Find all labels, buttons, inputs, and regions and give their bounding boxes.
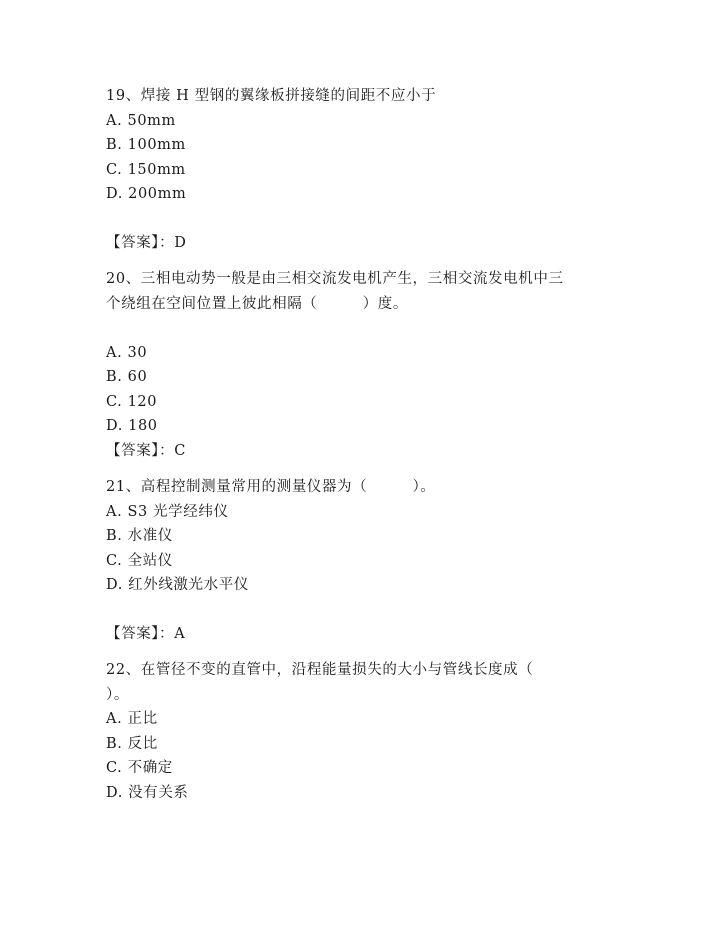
question-19-option-d: D. 200mm [106, 186, 187, 202]
question-21-option-b: B. 水准仪 [106, 528, 173, 544]
question-22-option-a: A. 正比 [106, 711, 158, 727]
question-21-option-c: C. 全站仪 [106, 553, 173, 569]
question-20-option-c: C. 120 [106, 394, 158, 410]
question-22-option-b: B. 反比 [106, 736, 158, 752]
question-19-option-c: C. 150mm [106, 162, 186, 178]
question-22-option-d: D. 没有关系 [106, 785, 189, 801]
question-20-stem-line-1: 20、三相电动势一般是由三相交流发电机产生，三相交流发电机中三 [106, 271, 564, 287]
question-20-stem-line-2: 个绕组在空间位置上彼此相隔（ ）度。 [106, 296, 408, 312]
question-22-stem-line-2: ）。 [106, 687, 129, 703]
question-21-answer: 【答案】：A [106, 626, 186, 642]
question-21-stem: 21、高程控制测量常用的测量仪器为（ ）。 [106, 479, 436, 495]
question-19-option-b: B. 100mm [106, 137, 186, 153]
question-20-option-a: A. 30 [106, 345, 148, 361]
question-20-answer: 【答案】：C [106, 443, 186, 459]
question-21-option-d: D. 红外线激光水平仪 [106, 577, 249, 593]
question-20-option-b: B. 60 [106, 369, 148, 385]
question-22-option-c: C. 不确定 [106, 760, 173, 776]
question-20-option-d: D. 180 [106, 418, 158, 434]
question-22-stem-line-1: 22、在管径不变的直管中，沿程能量损失的大小与管线长度成（ [106, 662, 534, 678]
question-19-stem: 19、焊接 H 型钢的翼缘板拼接缝的间距不应小于 [106, 88, 437, 104]
question-19-answer: 【答案】：D [106, 235, 187, 251]
question-21-option-a: A. S3 光学经纬仪 [106, 504, 229, 520]
question-19-option-a: A. 50mm [106, 113, 176, 129]
